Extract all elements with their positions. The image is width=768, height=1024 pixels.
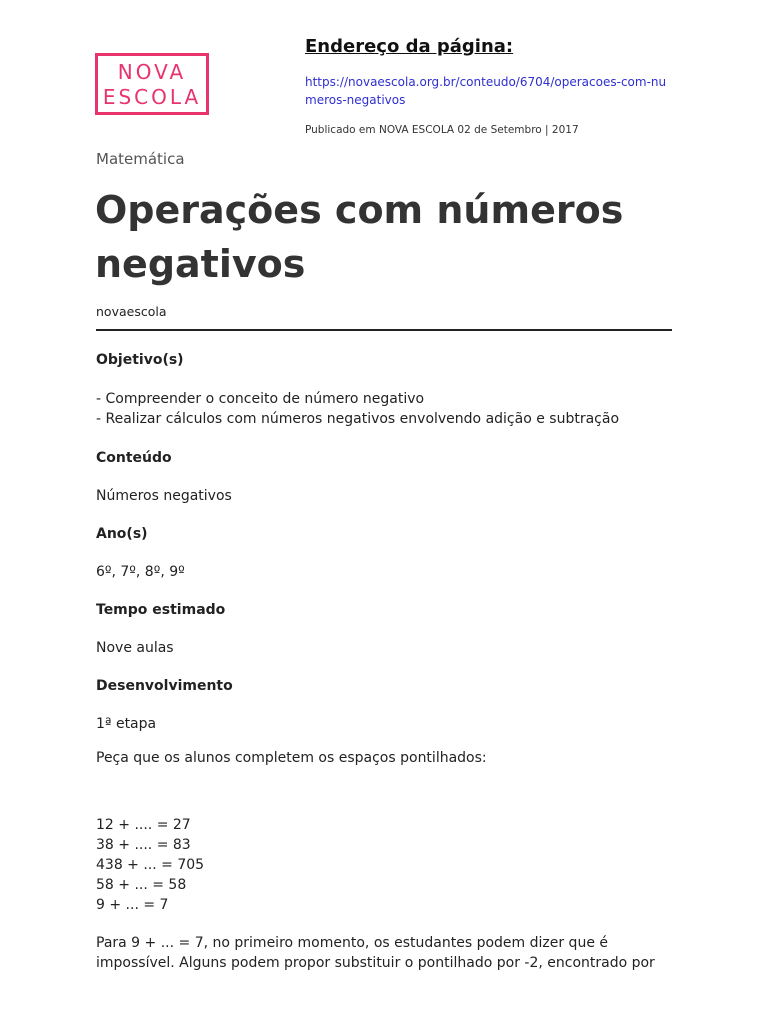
exercise-line: 9 + ... = 7 <box>96 897 169 913</box>
logo-line-2: ESCOLA <box>102 85 202 109</box>
desenvolvimento-heading: Desenvolvimento <box>96 678 233 694</box>
exercise-line: 38 + .... = 83 <box>96 837 191 853</box>
subject-category: Matemática <box>96 150 185 168</box>
conteudo-text: Números negativos <box>96 488 232 504</box>
exercise-line: 438 + ... = 705 <box>96 857 205 873</box>
objetivos-heading: Objetivo(s) <box>96 352 184 368</box>
page-title: Operações com números negativos <box>95 188 624 286</box>
published-info: Publicado em NOVA ESCOLA 02 de Setembro | 2017 <box>305 124 579 136</box>
title-divider <box>96 329 672 331</box>
etapa-instruction: Peça que os alunos completem os espaços pontilhados: <box>96 750 487 766</box>
tempo-heading: Tempo estimado <box>96 602 226 618</box>
nova-escola-logo <box>95 53 209 115</box>
page-address-block <box>305 36 685 136</box>
conteudo-heading: Conteúdo <box>96 450 172 466</box>
anos-text: 6º, 7º, 8º, 9º <box>96 564 185 580</box>
exercise-line: 58 + ... = 58 <box>96 877 187 893</box>
objetivo-item: - Realizar cálculos com números negativos envolvendo adição e subtração <box>96 411 620 427</box>
address-title: Endereço da página: <box>305 36 514 57</box>
etapa-label: 1ª etapa <box>96 716 157 732</box>
anos-heading: Ano(s) <box>96 526 148 542</box>
logo-line-1: NOVA <box>117 60 187 84</box>
author: novaescola <box>96 304 167 319</box>
page-url-link[interactable]: https://novaescola.org.br/conteudo/6704/operacoes-com-numeros-negativos <box>305 75 667 107</box>
exercise-line: 12 + .... = 27 <box>96 817 191 833</box>
objetivo-item: - Compreender o conceito de número negativo <box>96 391 425 407</box>
tempo-text: Nove aulas <box>96 640 174 656</box>
closing-paragraph: Para 9 + ... = 7, no primeiro momento, os estudantes podem dizer que é impossível. Alguns podem propor substituir o pontilhado por -2, encontrado por <box>96 935 655 971</box>
article-body <box>96 350 676 973</box>
